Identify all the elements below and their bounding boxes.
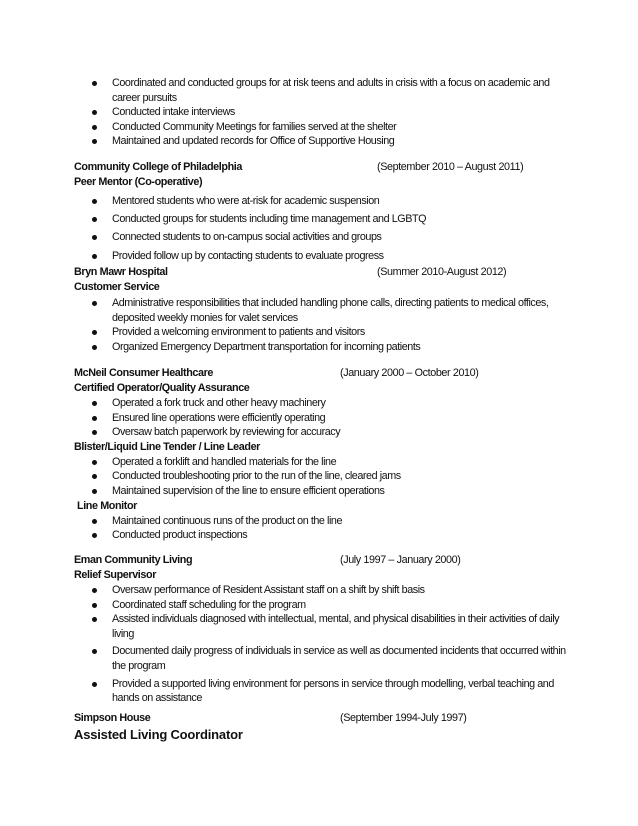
bullet-icon: [92, 519, 97, 524]
job-title: Certified Operator/Quality Assurance: [74, 382, 250, 394]
bullet-icon: [92, 588, 97, 593]
bullet-icon: [92, 199, 97, 204]
bullet-icon: [92, 649, 97, 654]
bullet-icon: [92, 430, 97, 435]
bullet-list: [74, 194, 574, 263]
job-title: Customer Service: [74, 281, 160, 293]
bullet-icon: [92, 533, 97, 538]
bullet-item: Coordinated and conducted groups for at risk teens and adults in crisis with a focus on academic and career pursuits: [74, 76, 574, 105]
bullet-item: Conducted Community Meetings for families served at the shelter: [74, 120, 574, 135]
bullet-item: Operated a fork truck and other heavy machinery: [74, 396, 574, 411]
bullet-icon: [92, 474, 97, 479]
bullet-icon: [92, 110, 97, 115]
bullet-item: Connected students to on-campus social activities and groups: [74, 230, 574, 245]
bullet-icon: [92, 489, 97, 494]
bullet-item: Provided follow up by contacting students to evaluate progress: [74, 249, 574, 264]
employer-name: Simpson House: [74, 712, 151, 724]
bullet-icon: [92, 217, 97, 222]
bullet-item: Maintained supervision of the line to ensure efficient operations: [74, 484, 574, 499]
job-title: Assisted Living Coordinator: [74, 727, 243, 742]
employment-dates: (September 1994-July 1997): [340, 712, 467, 724]
employment-dates: (Summer 2010-August 2012): [377, 266, 507, 278]
job-title: Blister/Liquid Line Tender / Line Leader: [74, 440, 260, 453]
bullet-item: Oversaw performance of Resident Assistant staff on a shift by shift basis: [74, 583, 574, 598]
job-section-mcneil: [74, 366, 574, 543]
employment-dates: (January 2000 – October 2010): [340, 367, 479, 379]
bullet-icon: [92, 139, 97, 144]
bullet-item: Administrative responsibilities that included handling phone calls, directing patients to medical offices, deposited weekly monies for valet services: [74, 296, 574, 325]
bullet-item: Oversaw batch paperwork by reviewing for accuracy: [74, 425, 574, 440]
bullet-list: [74, 396, 574, 440]
bullet-icon: [92, 460, 97, 465]
job-section-ccp: [74, 160, 574, 267]
bullet-list: [74, 455, 574, 499]
employer-name: McNeil Consumer Healthcare: [74, 367, 214, 379]
bullet-icon: [92, 254, 97, 259]
bullet-icon: [92, 416, 97, 421]
bullet-item: Operated a forklift and handled materials for the line: [74, 455, 574, 470]
bullet-icon: [92, 617, 97, 622]
bullet-icon: [92, 235, 97, 240]
job-header: [74, 711, 574, 726]
employer-name: Eman Community Living: [74, 554, 193, 566]
bullet-item: Provided a supported living environment for persons in service through modelling, verbal teaching and hands on assistance: [74, 677, 574, 706]
employer-name: Bryn Mawr Hospital: [74, 266, 168, 278]
bullet-icon: [92, 125, 97, 130]
bullet-icon: [92, 603, 97, 608]
bullet-item: Maintained and updated records for Office of Supportive Housing: [74, 134, 574, 149]
bullet-icon: [92, 682, 97, 687]
bullet-icon: [92, 330, 97, 335]
bullet-list: [74, 583, 574, 706]
bullet-item: Conducted intake interviews: [74, 105, 574, 120]
continued-experience-section: [74, 76, 574, 149]
bullet-item: Organized Emergency Department transportation for incoming patients: [74, 340, 574, 355]
bullet-list: [74, 76, 574, 149]
job-header: [74, 366, 574, 381]
bullet-icon: [92, 401, 97, 406]
bullet-item: Conducted groups for students including time management and LGBTQ: [74, 212, 574, 227]
bullet-item: Provided a welcoming environment to patients and visitors: [74, 325, 574, 340]
bullet-icon: [92, 301, 97, 306]
bullet-item: Assisted individuals diagnosed with intellectual, mental, and physical disabilities in their activities of daily living: [74, 612, 574, 641]
job-header: [74, 160, 574, 175]
bullet-item: Conducted product inspections: [74, 528, 574, 543]
job-title: Relief Supervisor: [74, 569, 157, 581]
bullet-icon: [92, 81, 97, 86]
job-section-simpson-house: [74, 711, 574, 743]
job-section-bryn-mawr: [74, 265, 574, 354]
bullet-item: Coordinated staff scheduling for the program: [74, 598, 574, 613]
bullet-item: Maintained continuous runs of the product on the line: [74, 514, 574, 529]
bullet-item: Mentored students who were at-risk for academic suspension: [74, 194, 574, 209]
job-header: [74, 553, 574, 568]
bullet-icon: [92, 345, 97, 350]
employer-name: Community College of Philadelphia: [74, 161, 242, 173]
job-title: Line Monitor: [77, 499, 137, 512]
bullet-list: [74, 514, 574, 543]
bullet-item: Ensured line operations were efficiently operating: [74, 411, 574, 426]
job-title: Peer Mentor (Co-operative): [74, 176, 203, 188]
employment-dates: (July 1997 – January 2000): [340, 554, 461, 566]
bullet-list: [74, 296, 574, 354]
bullet-item: Documented daily progress of individuals in service as well as documented incidents that occurred within the program: [74, 644, 574, 673]
job-section-eman: [74, 553, 574, 706]
job-header: [74, 265, 574, 280]
bullet-item: Conducted troubleshooting prior to the run of the line, cleared jams: [74, 469, 574, 484]
employment-dates: (September 2010 – August 2011): [377, 161, 524, 173]
